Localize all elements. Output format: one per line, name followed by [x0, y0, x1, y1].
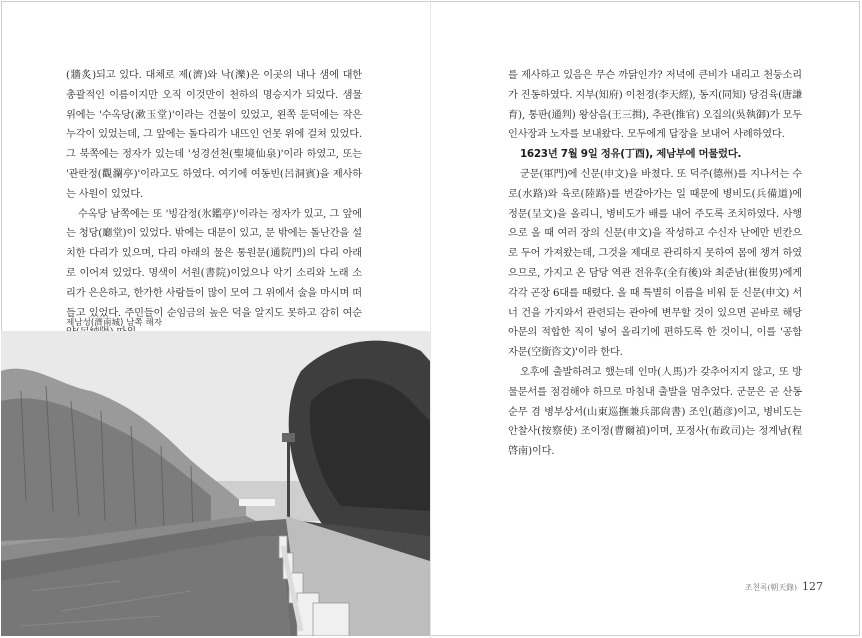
right-page: [431, 0, 862, 638]
paragraph: (牆炙)되고 있다. 대체로 제(濟)와 낙(濼)은 이곳의 내나 샘에 대한 총괄적인 이름이지만 오직 이것만이 천하의 명승지가 되었다. 샘물 위에는 '수옥당(漱玉堂)'이라는 건물이 있었고, 왼쪽 둔덕에는 작은 누각이 있었는데, 그 앞에는 돌다리가 내뜨인 언못 위에 걸쳐 있었다. 그 북쪽에는 정자가 있는데 '성경선천(聖境仙泉)'이라 하였고, 또는 '관란정(觀瀾亭)'이라고도 하였다. 여기에 여동빈(呂洞賓)을 제사하는 사원이 있었다.: [66, 70, 362, 200]
paragraph: 오후에 출발하려고 했는데 인마(人馬)가 갖추어지지 않고, 또 방물문서를 점검해야 하므로 마침내 출발을 멈추었다. 군문은 곧 산동순무 겸 병부상서(山東巡撫兼兵部尙書) 조인(趙彦)이고, 병비도는 안찰사(按察使) 조이정(曹爾禎)이며, 포정사(布政司)는 정계남(程啓南)이다.: [508, 366, 802, 458]
left-page: [0, 0, 430, 638]
paragraph: 수옥당 남쪽에는 또 '빙감정(氷鑑亭)'이라는 정자가 있고, 그 앞에는 청당(廳堂)이 있었다. 밖에는 대문이 있고, 문 밖에는 돌난간을 설치한 다리가 있으며, 다리 아래의 물은 통원문(通院門)의 다리 아래로 이어져 있었다. 명색이 서원(書院)이었으나 악기 소리와 노래 소리가 은은하고, 한가한 사람들이 많이 모여 그 위에서 술을 마시며 떠들고 있었다. 주민들이 순임금의 높은 덕을 알지도 못하고 감히 여순: [66, 208, 362, 319]
running-head: 조천록(朝天錄): [744, 583, 797, 592]
photo-caption: 제남성(濟南城) 남쪽 해자: [66, 318, 163, 328]
paragraph: 군문(軍門)에 신문(申文)을 바쳤다. 또 덕주(德州)를 지나서는 수로(水路)와 육로(陸路)를 번갈아가는 일 때문에 병비도(兵備道)에 정문(呈文)을 올리니, 병비도가 배를 내어 주도록 조치하였다. 사행으로 올 때 여러 장의 신문(申文)을 작성하고 수신자 난에만 빈칸으로 두어 가져왔는데, 그것을 제대로 관리하지 못하여 몸에 챙겨 하였으므로, 가지고 온 담당 역관 전유후(全有後)와 최준남(崔俊男)에게 각각 곤장 6대를 때렸다. 올 때 특별히 이름을 비워 둔 신문(申文) 서너 건을 가지와서 관련되는 관아에 변무할 것이 있으면 곧바로 해당 아문의 적합한 직이 넣어 올리기에 편하도록 한 것이니, 이를 '공함자문(空銜咨文)'이라 한다.: [508, 168, 803, 359]
page-number: 127: [802, 580, 823, 593]
moat-photo-image: [1, 331, 430, 636]
moat-photo: [1, 331, 430, 636]
right-body-text: [508, 66, 802, 462]
paragraph: 를 제사하고 있음은 무슨 까닭인가? 저녁에 큰비가 내리고 천둥소리가 진동하였다. 지부(知府) 이천경(李天經), 동지(同知) 당검육(唐謙育), 통판(通判) 왕삼음(王三揖), 추관(推官) 오집의(吳執御)가 모두 인사장과 노자를 보내왔다. 모두에게 답장을 보내어 사례하였다.: [508, 70, 802, 141]
page-footer: [745, 580, 823, 593]
left-body-text: [66, 66, 362, 343]
date-heading: 1623년 7월 9일 정유(丁酉), 제남부에 머물렀다.: [520, 148, 742, 161]
